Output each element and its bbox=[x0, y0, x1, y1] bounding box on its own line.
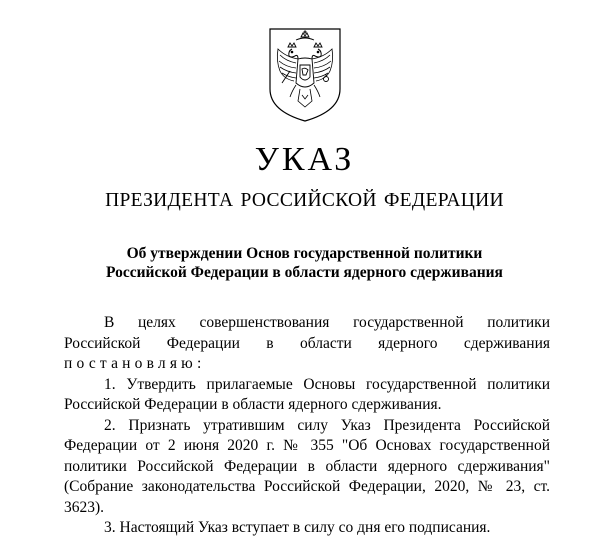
decree-heading-line-1: Об утверждении Основ государственной политики bbox=[126, 245, 483, 262]
decree-word: постановляю: bbox=[64, 355, 206, 372]
coat-of-arms-icon bbox=[268, 27, 342, 123]
decree-item-3: 3. Настоящий Указ вступает в силу со дня его подписания. bbox=[104, 519, 491, 536]
decree-heading bbox=[0, 244, 609, 282]
decree-item-2: 2. Признать утратившим силу Указ Президента Российской Федерации от 2 июня 2020 г. № 355 "Об Основах государственной политики Российской Федерации в области ядерного сдерживания" (Собрание законодательства Российской Федерации, 2020, № 23, ст. 3623). bbox=[64, 416, 550, 516]
document-subtitle: ПРЕЗИДЕНТА РОССИЙСКОЙ ФЕДЕРАЦИИ bbox=[105, 190, 504, 211]
document-title: УКАЗ bbox=[254, 141, 355, 178]
preamble-text: В целях совершенствования государственной политики Российской Федерации в области ядерного сдерживания bbox=[64, 314, 550, 352]
decree-preamble bbox=[64, 313, 550, 375]
decree-heading-line-2: Российской Федерации в области ядерного сдерживания bbox=[106, 264, 503, 281]
decree-body bbox=[64, 313, 550, 539]
decree-item-1: 1. Утвердить прилагаемые Основы государственной политики Российской Федерации в области ядерного сдерживания. bbox=[64, 375, 550, 413]
